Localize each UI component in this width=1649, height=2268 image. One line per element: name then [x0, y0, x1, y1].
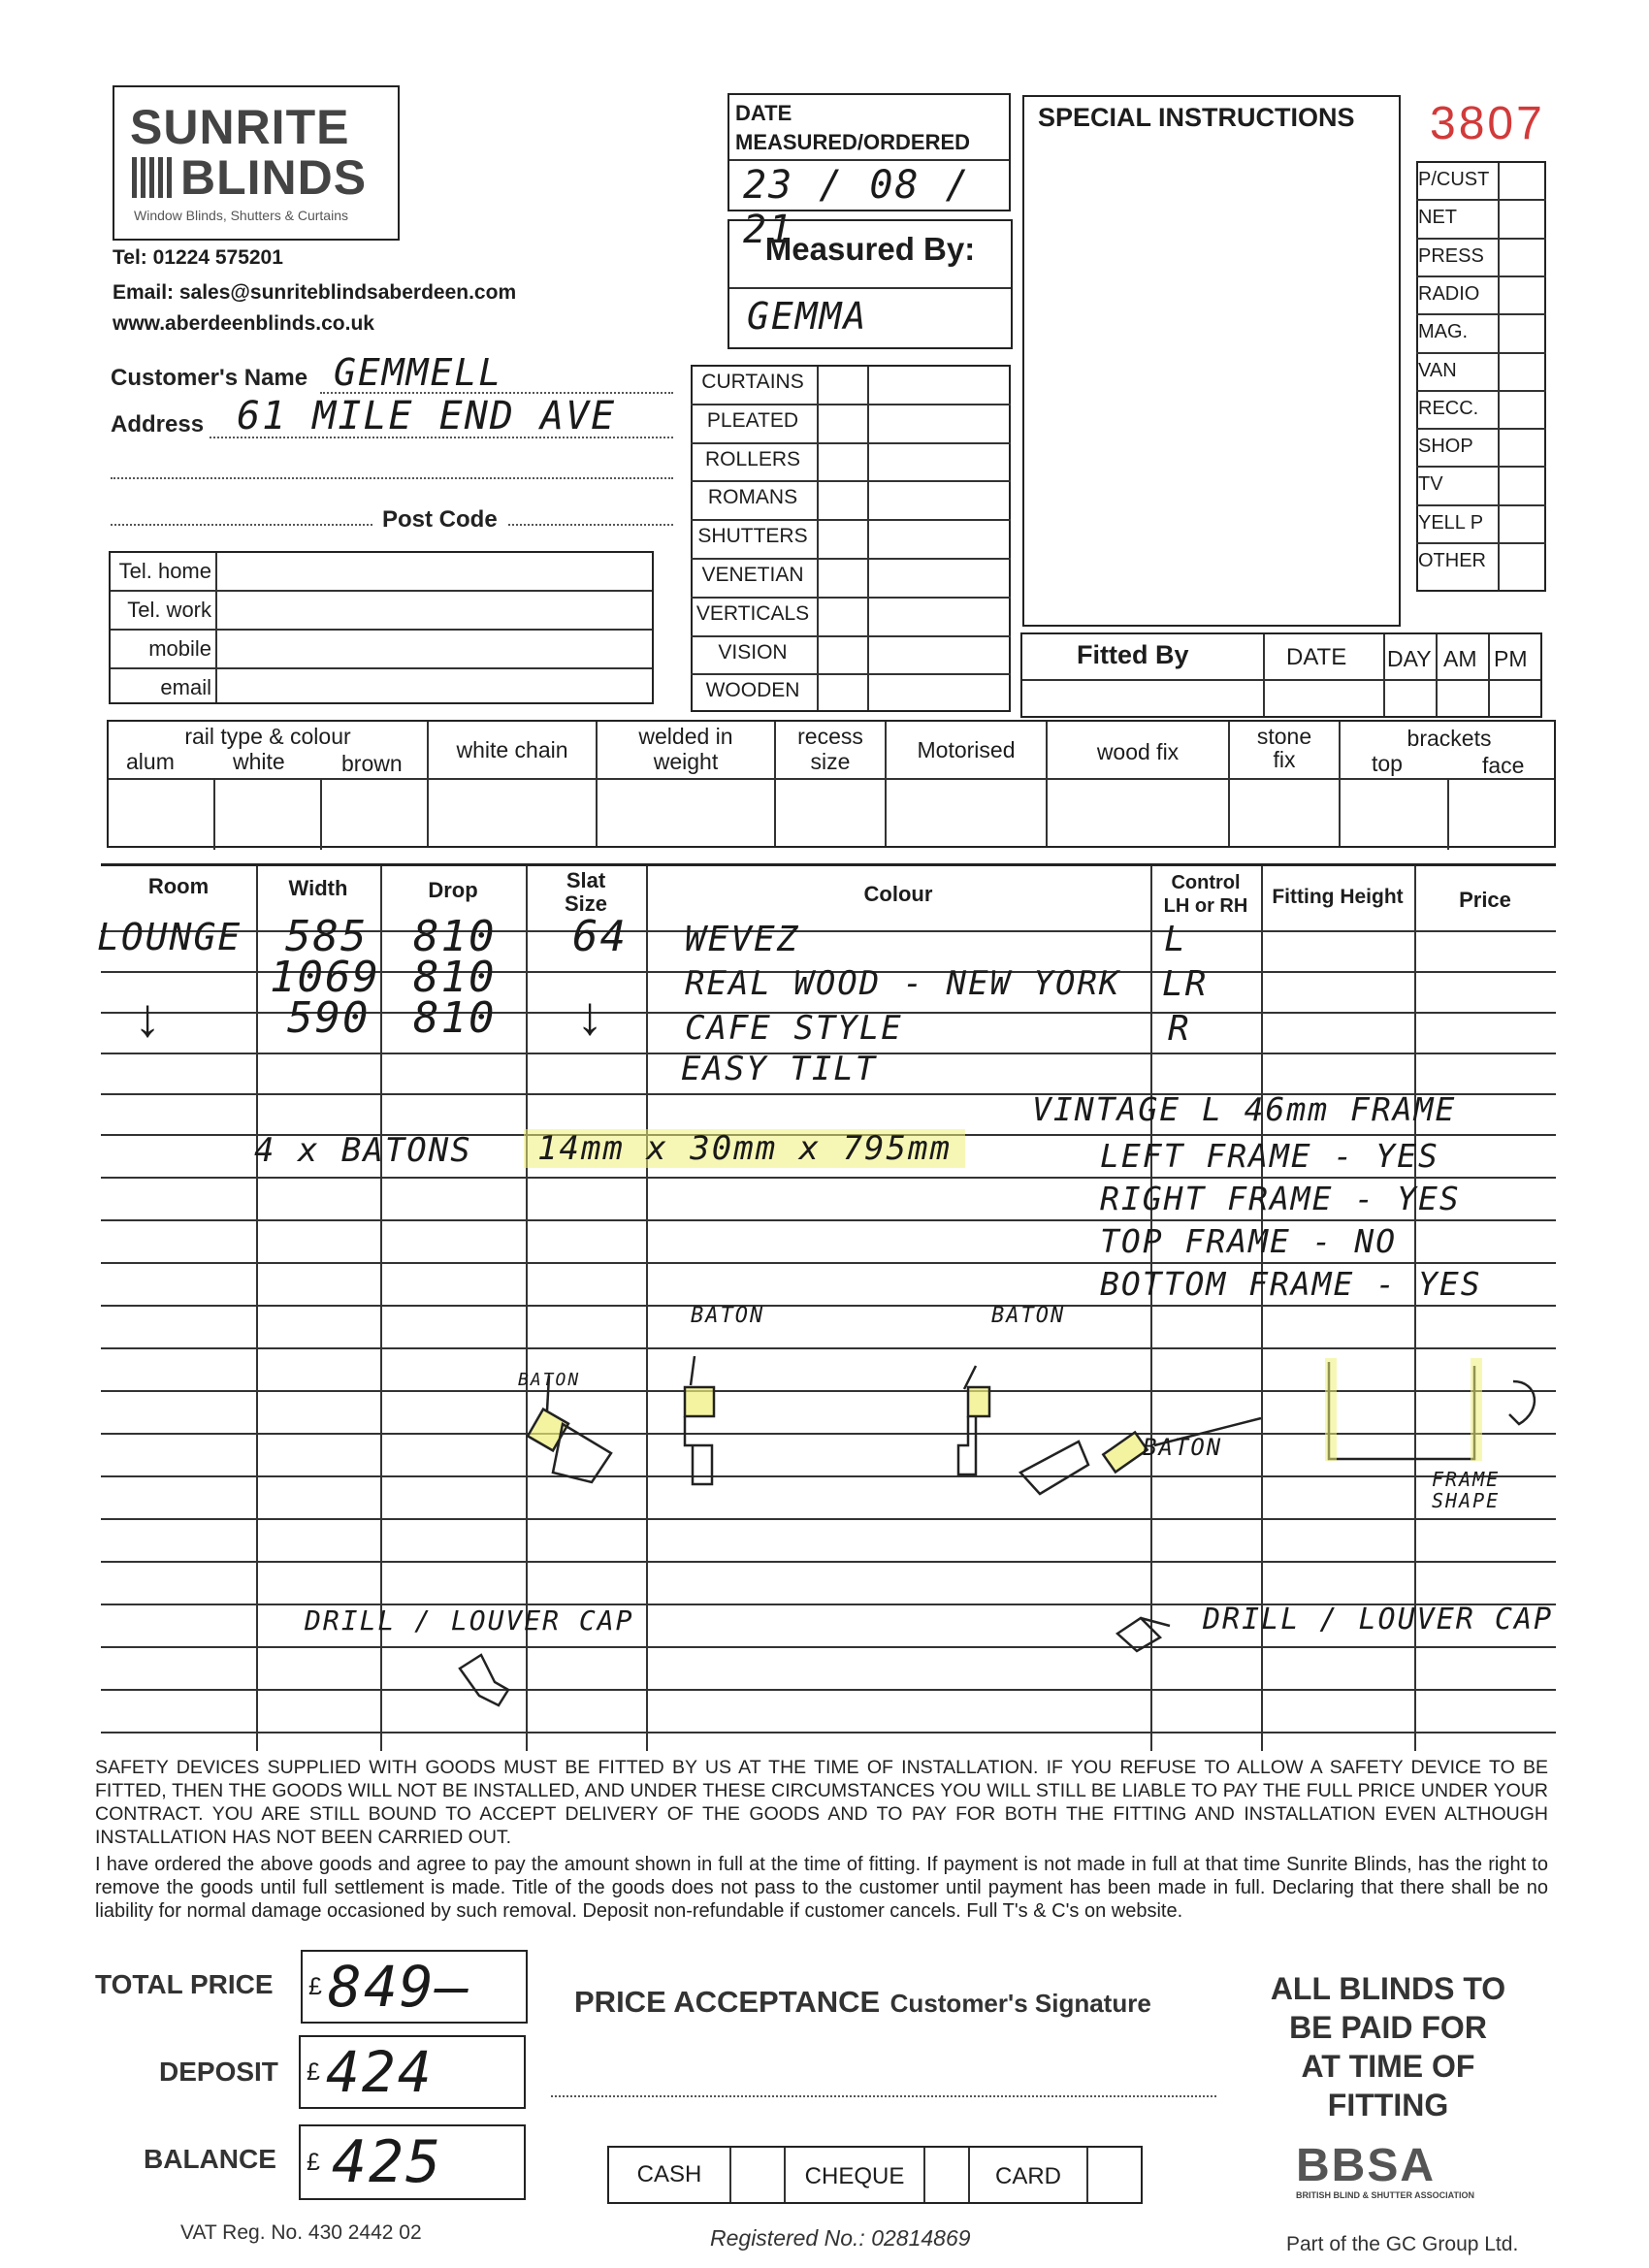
row-2-drop: 810	[413, 953, 497, 1002]
logo-stripes-icon	[132, 157, 175, 198]
total-price-value: 849—	[327, 1954, 471, 2020]
company-logo	[113, 85, 400, 241]
source-code-recc-: RECC.	[1418, 397, 1479, 419]
fitted-by-label: Fitted By	[1077, 640, 1189, 669]
email-label: email	[160, 675, 211, 699]
tel-home-label: Tel. home	[118, 559, 211, 583]
date-label-2: MEASURED/ORDERED	[735, 130, 971, 154]
row-1-colour: WEVEZ	[685, 920, 800, 959]
payment-methods	[607, 2146, 1143, 2204]
product-type-wooden: WOODEN	[705, 679, 800, 702]
logo-line2: BLINDS	[180, 150, 368, 205]
source-code-yell-p: YELL P	[1418, 511, 1484, 534]
date-label-1: DATE	[735, 101, 792, 125]
row-3-drop: 810	[413, 993, 497, 1043]
recess-label-2: size	[810, 749, 851, 774]
mobile-label: mobile	[148, 636, 211, 661]
louver-cap-sketch	[446, 1639, 524, 1717]
address-label: Address	[111, 411, 205, 437]
row-1-slat: 64	[572, 912, 628, 961]
baton-label-3: BATON	[518, 1370, 581, 1390]
price-acceptance	[574, 1985, 1151, 2020]
product-type-vision: VISION	[718, 640, 788, 664]
face-label: face	[1482, 753, 1525, 778]
note-batons: 4 x BATONS	[254, 1131, 472, 1170]
white-label: white	[233, 749, 285, 774]
product-type-curtains: CURTAINS	[701, 371, 804, 393]
contact-table	[109, 551, 654, 704]
drill-note-left: DRILL / LOUVER CAP	[305, 1604, 634, 1636]
special-instructions-box	[1022, 95, 1401, 627]
row-3-slat-arrow-icon: ↓	[576, 985, 603, 1046]
welded-label-2: weight	[653, 749, 719, 774]
customer-name-value: GEMMELL	[334, 351, 503, 394]
balance-label: BALANCE	[144, 2144, 276, 2174]
product-type-romans: ROMANS	[707, 486, 798, 509]
group-name: Part of the GC Group Ltd.	[1286, 2233, 1519, 2255]
postcode-label: Post Code	[382, 506, 498, 533]
deposit-value: 424	[325, 2039, 434, 2105]
header-slat-2: Size	[564, 891, 608, 916]
note-baton-size: 14mm x 30mm x 795mm	[524, 1129, 965, 1168]
total-currency: £	[308, 1972, 322, 2000]
tel-work-label: Tel. work	[127, 598, 211, 622]
fitted-day-label: DAY	[1387, 646, 1432, 671]
fitted-by-box	[1020, 632, 1542, 718]
source-code-other: OTHER	[1418, 550, 1486, 571]
company-tel: Tel: 01224 575201	[113, 246, 283, 269]
row-2-width: 1069	[270, 953, 380, 1002]
header-control-2: LH or RH	[1163, 895, 1248, 917]
measured-by-box	[728, 219, 1013, 349]
notice-line-3: AT TIME OF	[1301, 2049, 1475, 2084]
registered-number: Registered No.: 02814869	[710, 2225, 971, 2251]
company-email: Email: sales@sunriteblindsaberdeen.com	[113, 281, 517, 304]
header-width: Width	[288, 876, 348, 900]
payment-notice	[1257, 1969, 1519, 2124]
logo-tagline: Window Blinds, Shutters & Curtains	[134, 208, 348, 223]
deposit-box	[299, 2035, 526, 2109]
notice-line-1: ALL BLINDS TO	[1270, 1971, 1506, 2006]
row-1-drop: 810	[413, 912, 497, 961]
frame-shape-label: FRAME SHAPE	[1432, 1468, 1501, 1512]
product-type-rollers: ROLLERS	[704, 447, 801, 470]
product-type-pleated: PLEATED	[706, 408, 799, 432]
options-table	[107, 720, 1556, 848]
payment-card: CARD	[994, 2163, 1061, 2189]
customer-name-label: Customer's Name	[111, 365, 308, 391]
logo-line1: SUNRITE	[130, 100, 350, 154]
source-code-tv: TV	[1418, 473, 1443, 496]
signature-line	[551, 2095, 1216, 2097]
motorised-label: Motorised	[917, 737, 1016, 762]
deposit-currency: £	[307, 2057, 320, 2086]
white-chain-label: white chain	[456, 737, 568, 762]
brackets-label: brackets	[1406, 726, 1492, 751]
brown-label: brown	[341, 751, 403, 776]
safety-notice: SAFETY DEVICES SUPPLIED WITH GOODS MUST BE FITTED BY US AT THE TIME OF INSTALLATION. IF YOU REFUSE TO ALLOW A SAFETY DEVICE TO BE FITTED, THEN THE GOODS WILL NOT BE INSTALLED, AND UNDER THESE CIRCUMSTANCES YOU WILL STILL BE LIABLE TO PAY THE FULL PRICE UNDER YOUR CONTRACT. YOU ARE STILL BOUND TO ACCEPT DELIVERY OF THE GOODS AND TO PAY FOR BOTH THE FITTING AND INSTALLATION EVEN ALTHOUGH INSTALLATION HAS NOT BEEN CARRIED OUT.	[95, 1757, 1548, 1848]
payment-cheque: CHEQUE	[804, 2163, 905, 2189]
source-code-net: NET	[1418, 207, 1457, 229]
row-3-width: 590	[287, 993, 371, 1043]
note-top-frame: TOP FRAME - NO	[1100, 1222, 1398, 1260]
alum-label: alum	[126, 749, 175, 774]
source-code-p-cust: P/CUST	[1418, 169, 1490, 190]
date-value: 23 / 08 / 21	[743, 163, 971, 252]
header-slat-1: Slat	[566, 868, 606, 892]
baton-label-1: BATON	[691, 1304, 765, 1328]
product-type-shutters: SHUTTERS	[697, 525, 808, 548]
bbsa-mark: BBSA	[1296, 2140, 1437, 2191]
bbsa-full: BRITISH BLIND & SHUTTER ASSOCIATION	[1296, 2190, 1474, 2200]
source-code-press: PRESS	[1418, 244, 1484, 267]
row-2-control: LR	[1162, 964, 1209, 1004]
header-room: Room	[147, 874, 210, 898]
source-code-mag-: MAG.	[1418, 321, 1469, 343]
header-control-1: Control	[1171, 872, 1241, 893]
fitted-am-label: AM	[1443, 646, 1477, 671]
header-drop: Drop	[428, 878, 478, 902]
address-line-3	[111, 524, 372, 526]
balance-currency: £	[307, 2148, 320, 2176]
baton-label-4: BATON	[1143, 1434, 1223, 1461]
row-4-colour: EASY TILT	[681, 1050, 878, 1088]
stone-fix-label-1: stone	[1256, 724, 1312, 749]
baton-label-2: BATON	[991, 1304, 1066, 1328]
deposit-label: DEPOSIT	[159, 2057, 278, 2087]
postcode-line	[508, 524, 673, 526]
measured-by-value: GEMMA	[747, 295, 868, 338]
price-acceptance-label: PRICE ACCEPTANCE	[574, 1985, 881, 2019]
row-3-colour: CAFE STYLE	[685, 1009, 903, 1048]
terms-notice: I have ordered the above goods and agree to pay the amount shown in full at the time of fitting. If payment is not made in full at that time Sunrite Blinds, has the right to remove the goods until full settlement is made. Title of the goods does not pass to the customer until payment has been made in full. Declaring that there shall be no liability for normal damage occasioned by such removal. Deposit non-refundable if customer cancels. Full T's & C's on website.	[95, 1854, 1548, 1922]
row-2-colour: REAL WOOD - NEW YORK	[685, 964, 1121, 1003]
balance-box	[299, 2124, 526, 2200]
product-type-verticals: VERTICALS	[695, 601, 810, 625]
special-instructions-label: SPECIAL INSTRUCTIONS	[1038, 103, 1355, 132]
header-colour: Colour	[863, 882, 933, 906]
stone-fix-label-2: fix	[1273, 747, 1296, 772]
payment-cash: CASH	[636, 2161, 702, 2187]
drill-note-right: DRILL / LOUVER CAP	[1203, 1603, 1554, 1636]
notice-line-2: BE PAID FOR	[1289, 2010, 1487, 2045]
note-bottom-frame: BOTTOM FRAME - YES	[1100, 1265, 1482, 1303]
address-value: 61 MILE END AVE	[237, 394, 617, 438]
note-right-frame: RIGHT FRAME - YES	[1100, 1180, 1461, 1217]
fitted-date-label: DATE	[1286, 644, 1347, 670]
bbsa-logo	[1296, 2142, 1525, 2200]
note-vintage: VINTAGE L 46mm FRAME	[1032, 1090, 1457, 1128]
row-1-control: L	[1164, 920, 1187, 959]
fitted-pm-label: PM	[1494, 646, 1528, 671]
total-price-label: TOTAL PRICE	[95, 1969, 274, 1999]
row-1-room: LOUNGE	[97, 916, 242, 958]
source-code-van: VAN	[1418, 359, 1457, 381]
address-line-2	[111, 477, 673, 479]
row-3-control: R	[1168, 1009, 1191, 1049]
company-web: www.aberdeenblinds.co.uk	[113, 312, 374, 335]
louver-cap-sketch-right	[1108, 1591, 1205, 1669]
row-2-room-arrow-icon: ↓	[134, 987, 161, 1048]
form-number: 3807	[1430, 98, 1545, 149]
total-price-box	[301, 1950, 528, 2024]
rail-type-label: rail type & colour	[184, 724, 351, 749]
wood-fix-label: wood fix	[1096, 739, 1180, 764]
notice-line-4: FITTING	[1327, 2088, 1449, 2122]
note-left-frame: LEFT FRAME - YES	[1100, 1137, 1439, 1175]
header-fitting-height: Fitting Height	[1272, 886, 1404, 908]
row-1-width: 585	[285, 912, 369, 961]
top-label: top	[1372, 751, 1403, 776]
customer-signature-label: Customer's Signature	[889, 1989, 1151, 2018]
header-price: Price	[1459, 888, 1511, 912]
product-type-venetian: VENETIAN	[701, 564, 804, 586]
welded-label-1: welded in	[638, 724, 733, 749]
source-code-shop: SHOP	[1418, 436, 1473, 458]
vat-number: VAT Reg. No. 430 2442 02	[180, 2221, 422, 2244]
source-code-radio: RADIO	[1418, 282, 1480, 305]
balance-value: 425	[331, 2128, 443, 2196]
recess-label-1: recess	[797, 724, 863, 749]
measured-by-label: Measured By:	[764, 231, 976, 267]
